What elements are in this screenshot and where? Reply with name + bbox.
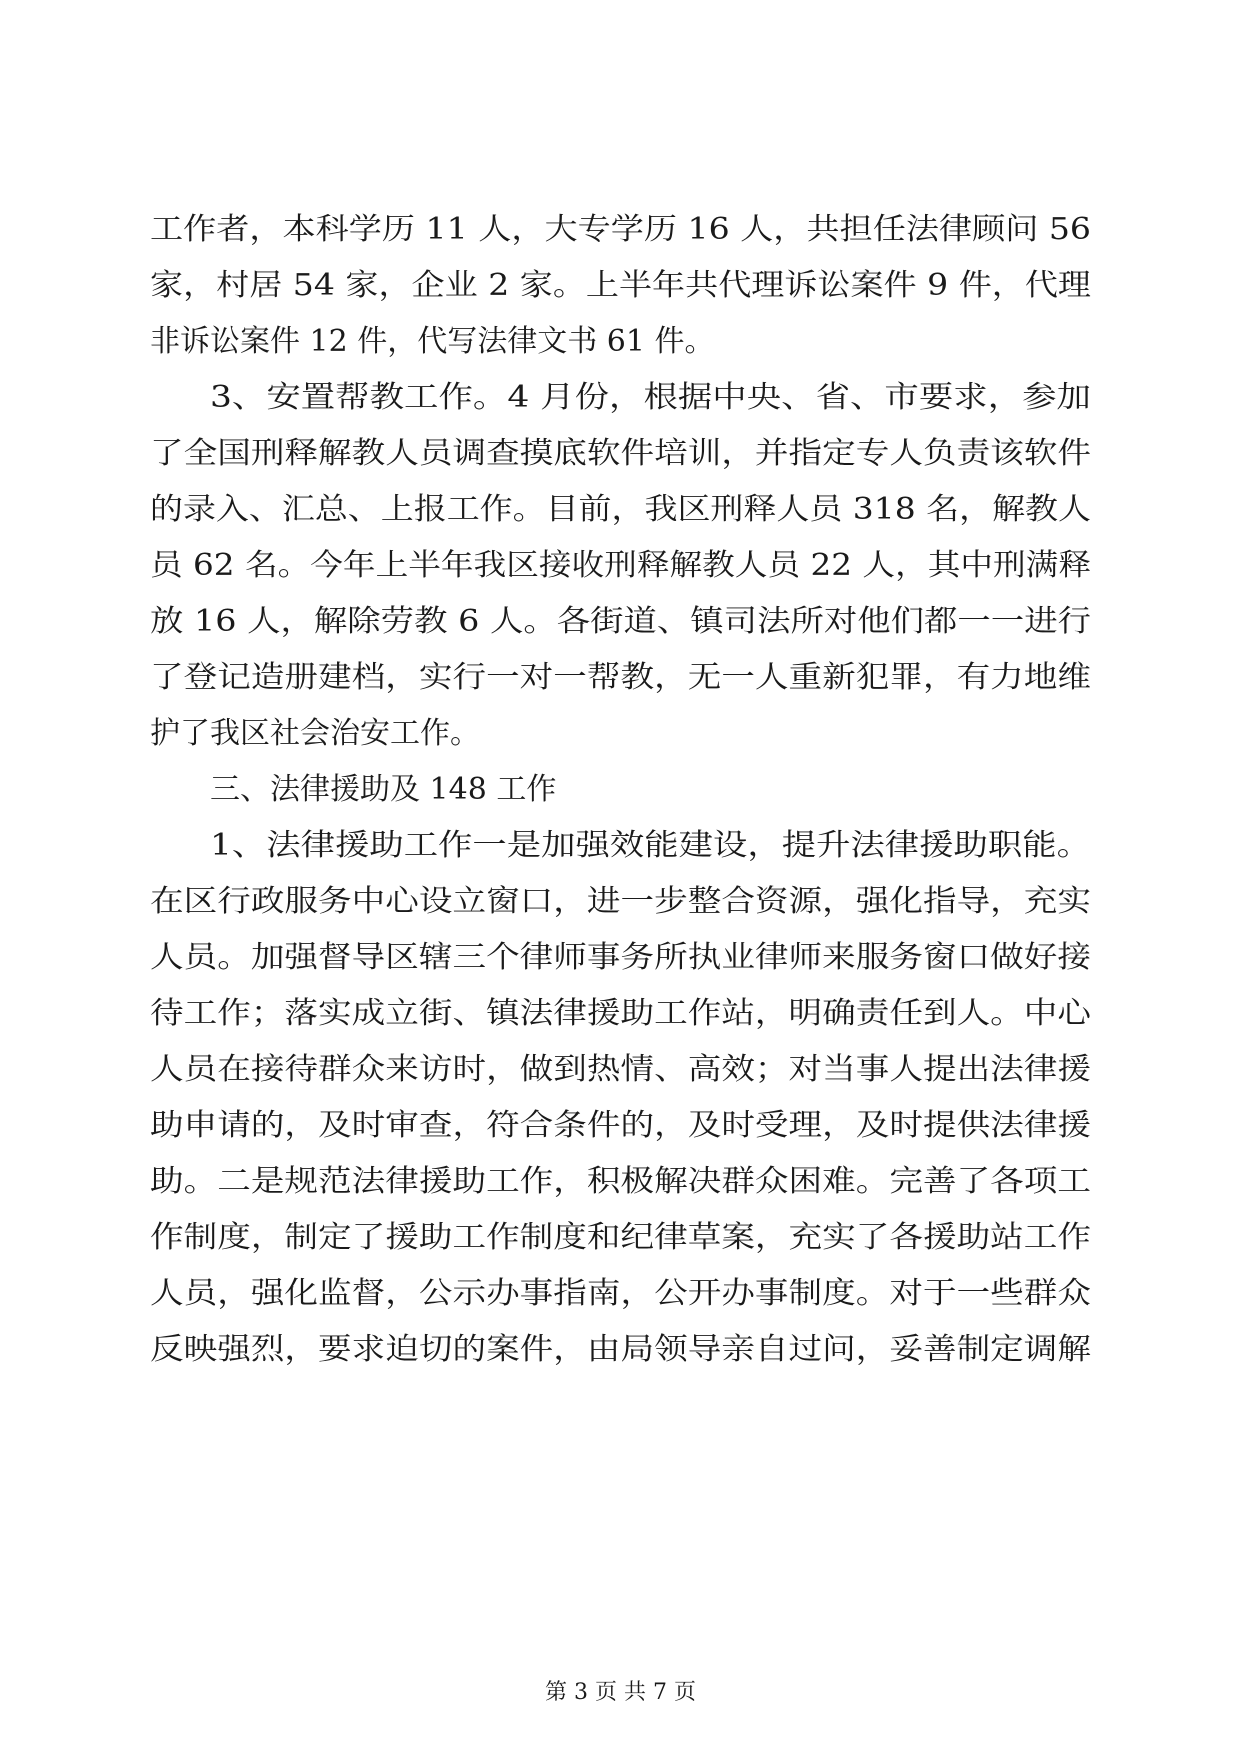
line-text: 护了我区社会治安工作。: [150, 716, 480, 751]
line-text: 了全国刑释解教人员调查摸底软件培训，并指定专人负责该软件: [150, 436, 1091, 471]
page-footer: [0, 1678, 1241, 1708]
line-text: 人员，强化监督，公示办事指南，公开办事制度。对于一些群众: [150, 1276, 1091, 1311]
line-text: 3、安置帮教工作。4 月份，根据中央、省、市要求，参加: [210, 380, 1091, 415]
line-text: 助。二是规范法律援助工作，积极解决群众困难。完善了各项工: [150, 1164, 1091, 1199]
line-text: 作制度，制定了援助工作制度和纪律草案，充实了各援助站工作: [150, 1220, 1091, 1255]
page-number: 第 3 页 共 7 页: [545, 1680, 696, 1705]
line-text: 员 62 名。今年上半年我区接收刑释解教人员 22 人，其中刑满释: [150, 548, 1091, 583]
line-text: 工作者，本科学历 11 人，大专学历 16 人，共担任法律顾问 56: [150, 212, 1091, 247]
line-text: 在区行政服务中心设立窗口，进一步整合资源，强化指导，充实: [150, 884, 1091, 919]
line-text: 非诉讼案件 12 件，代写法律文书 61 件。: [150, 324, 715, 359]
line-text: 人员在接待群众来访时，做到热情、高效；对当事人提出法律援: [150, 1052, 1091, 1087]
line-text: 1、法律援助工作一是加强效能建设，提升法律援助职能。: [210, 828, 1091, 863]
line-text: 人员。加强督导区辖三个律师事务所执业律师来服务窗口做好接: [150, 940, 1091, 975]
line-text: 待工作；落实成立街、镇法律援助工作站，明确责任到人。中心: [150, 996, 1091, 1031]
line-text: 助申请的，及时审查，符合条件的，及时受理，及时提供法律援: [150, 1108, 1091, 1143]
line-text: 家，村居 54 家，企业 2 家。上半年共代理诉讼案件 9 件，代理: [150, 268, 1091, 303]
line-text: 的录入、汇总、上报工作。目前，我区刑释人员 318 名，解教人: [150, 492, 1091, 527]
heading-text: 三、法律援助及 148 工作: [210, 772, 557, 807]
line-text: 放 16 人，解除劳教 6 人。各街道、镇司法所对他们都一一进行: [150, 604, 1091, 639]
line-text: 了登记造册建档，实行一对一帮教，无一人重新犯罪，有力地维: [150, 660, 1091, 695]
line-text: 反映强烈，要求迫切的案件，由局领导亲自过问，妥善制定调解: [150, 1332, 1091, 1367]
